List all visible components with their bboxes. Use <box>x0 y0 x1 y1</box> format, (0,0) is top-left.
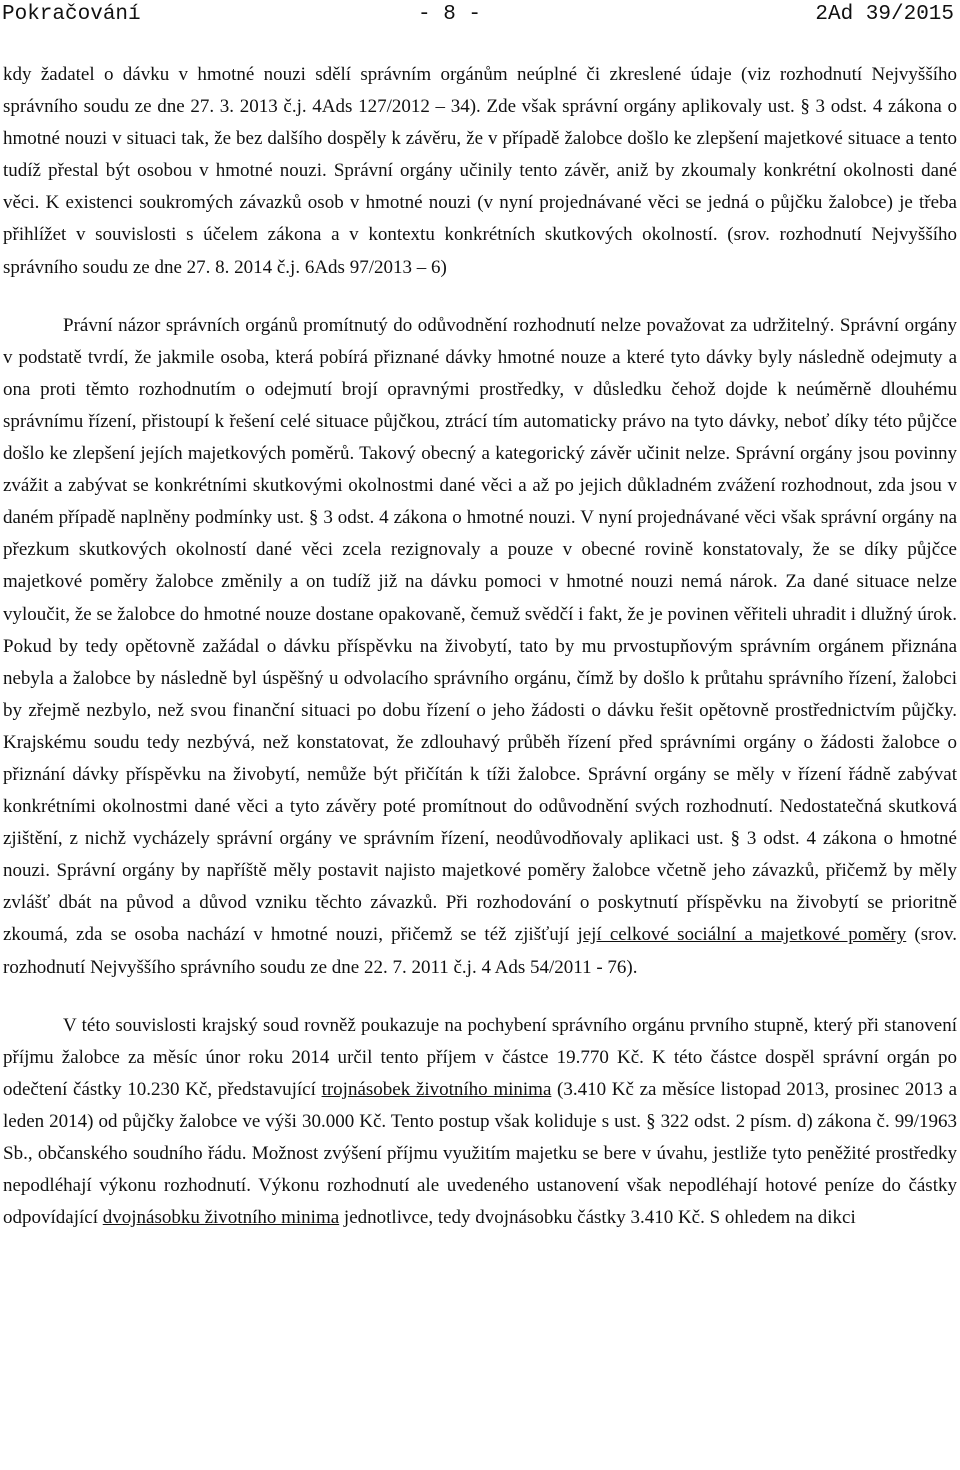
underlined-text: trojnásobek životního minima <box>321 1078 552 1100</box>
header-continuation-label: Pokračování <box>2 3 141 26</box>
underlined-text: její celkové sociální a majetkové poměry <box>577 924 907 946</box>
text-run: jednotlivce, tedy dvojnásobku částky 3.410 Kč. S ohledem na dikci <box>339 1207 856 1229</box>
paragraph <box>3 59 957 284</box>
page-header <box>0 0 960 30</box>
page-number: - 8 - <box>418 3 482 26</box>
text-run: kdy žadatel o dávku v hmotné nouzi sdělí správním orgánům neúplné či zkreslené údaje (viz rozhodnutí Nejvyššího správního soudu ze dne 27. 3. 2013 č.j. 4Ads 127/2012 – 34). Zde však správní orgány aplikovaly ust. § 3 odst. 4 zákona o hmotné nouzi v situaci tak, že bez dalšího dospěly k závěru, že v případě žalobce došlo ke zlepšení majetkové situace a tento tudíž přestal být osobou v hmotné nouzi. Správní orgány učinily tento závěr, aniž by zkoumaly konkrétní okolnosti dané věci. K existenci soukromých závazků osob v hmotné nouzi (v nyní projednávané věci se jedná o půjčku žalobce) je třeba přihlížet v souvislosti s účelem zákona a v kontextu konkrétních skutkových okolností. (srov. rozhodnutí Nejvyššího správního soudu ze dne 27. 8. 2014 č.j. 6Ads 97/2013 – 6) <box>3 64 957 278</box>
text-run: (srov. rozhodnutí Nejvyššího správního soudu ze dne 22. 7. 2011 č.j. 4 Ads 54/2011 - 76). <box>3 924 957 978</box>
document-body <box>3 59 957 1234</box>
paragraph <box>3 310 957 984</box>
text-run: V této souvislosti krajský soud rovněž poukazuje na pochybení správního orgánu prvního stupně, který při stanovení příjmu žalobce za měsíc únor roku 2014 určil tento příjem v částce 19.770 Kč. K této částce dospěl správní orgán po odečtení částky 10.230 Kč, představující <box>3 1014 957 1100</box>
paragraph <box>3 1010 957 1235</box>
case-number: 2Ad 39/2015 <box>815 3 954 26</box>
underlined-text: dvojnásobku životního minima <box>102 1207 340 1229</box>
text-run: (3.410 Kč za měsíce listopad 2013, prosinec 2013 a leden 2014) od půjčky žalobce ve výši 30.000 Kč. Tento postup však koliduje s ust. § 322 odst. 2 písm. d) zákona č. 99/1963 Sb., občanského soudního řádu. Možnost zvýšení příjmu využitím majetku se bere v úvahu, jestliže tyto peněžité prostředky nepodléhají výkonu rozhodnutí. Výkonu rozhodnutí ale uvedeného ustanovení však nepodléhají hotové peníze do částky odpovídající <box>3 1078 958 1229</box>
text-run: Právní názor správních orgánů promítnutý do odůvodnění rozhodnutí nelze považovat za udržitelný. Správní orgány v podstatě tvrdí, že jakmile osoba, která pobírá přiznané dávky hmotné nouze a které tyto dávky byly následně odejmuty a ona proti těmto rozhodnutím o odejmutí brojí opravnými prostředky, v důsledku čehož dojde k neúměrně dlouhému správnímu řízení, přistoupí k řešení celé situace půjčkou, ztrácí tím automaticky právo na tyto dávky, neboť díky této půjčce došlo ke zlepšení jejích majetkových poměrů. Takový obecný a kategorický závěr učinit nelze. Správní orgány jsou povinny zvážit a zabývat se konkrétními skutkovými okolnostmi dané věci a až po jejich důkladném zvážení rozhodnout, zda jsou v daném případě naplněny podmínky ust. § 3 odst. 4 zákona o hmotné nouzi. V nyní projednávané věci však správní orgány na přezkum skutkových okolností dané věci zcela rezignovaly a pouze v obecné rovině konstatovaly, že se díky půjčce majetkové poměry žalobce změnily a on tudíž již na dávku pomoci v hmotné nouzi nemá nárok. Za dané situace nelze vyloučit, že se žalobce do hmotné nouze dostane opakovaně, čemuž svědčí i fakt, že je povinen věřiteli uhradit i dlužný úrok. Pokud by tedy opětovně zažádal o dávku příspěvku na živobytí, tato by mu prvostupňovým správním orgánem přiznána nebyla a žalobce by následně byl úspěšný u odvolacího správního orgánu, čímž by došlo k průtahu správního řízení, žalobci by zřejmě nezbylo, než svou finanční situaci po dobu řízení o jeho žádosti o dávku řešit opětovně prostřednictvím půjčky. Krajskému soudu tedy nezbývá, než konstatovat, že zdlouhavý průběh řízení před správními orgány o žádosti žalobce o přiznání dávky příspěvku na živobytí, nemůže být přičítán k tíži žalobce. Správní orgány se měly v řízení řádně zabývat konkrétními okolnostmi dané věci a tyto závěry poté promítnout do odůvodnění svých rozhodnutí. Nedostatečná skutková zjištění, z nichž vycházely správní orgány ve správním řízení, neodůvodňovaly aplikaci ust. § 3 odst. 4 zákona o hmotné nouzi. Správní orgány by napříště měly postavit najisto majetkové poměry žalobce včetně jeho závazků, přičemž by měly zvlášť dbát na původ a důvod vzniku těchto závazků. Při rozhodování o poskytnutí příspěvku na živobytí se prioritně zkoumá, zda se osoba nachází v hmotné nouzi, přičemž se též zjišťují <box>3 314 957 946</box>
